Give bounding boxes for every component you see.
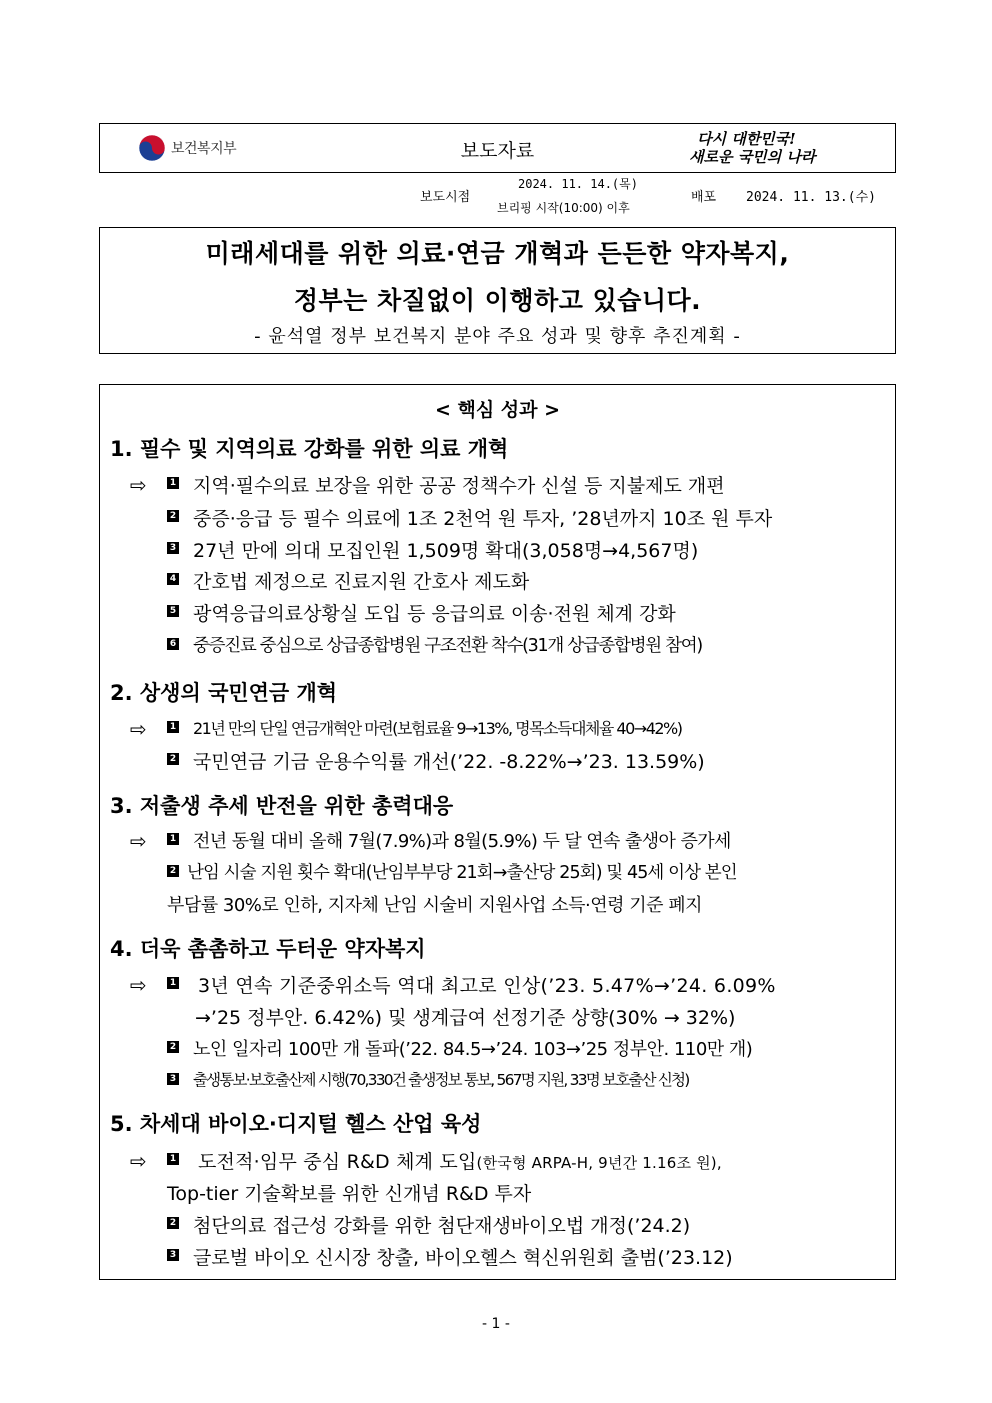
item-text: 노인 일자리 100만 개 돌파(’22. 84.5→’24. 103→’25 정부안. 110만 개) bbox=[193, 1039, 753, 1060]
item-text: 도전적·임무 중심 R&D 체계 도입 bbox=[198, 1151, 477, 1173]
number-badge: 2 bbox=[167, 1041, 179, 1053]
section-title: 5. 차세대 바이오·디지털 헬스 산업 육성 bbox=[110, 1112, 482, 1136]
arrow-icon: ⇨ bbox=[130, 973, 147, 997]
slogan-line1: 다시 대한민국! bbox=[697, 130, 796, 148]
section-title: 3. 저출생 추세 반전을 위한 총력대응 bbox=[110, 794, 454, 818]
slogan-handwriting bbox=[685, 128, 855, 168]
item-text: 지역·필수의료 보장을 위한 공공 정책수가 신설 등 지불제도 개편 bbox=[193, 475, 725, 497]
key-achievements-box bbox=[99, 384, 896, 1280]
item-text: 중증진료 중심으로 상급종합병원 구조전환 착수(31개 상급종합병원 참여) bbox=[193, 636, 702, 656]
ministry-name: 보건복지부 bbox=[171, 141, 237, 157]
item-text: 중증·응급 등 필수 의료에 1조 2천억 원 투자, ’28년까지 10조 원 투자 bbox=[193, 508, 773, 530]
press-release-title: 보도자료 bbox=[460, 140, 535, 162]
distribution-date: 2024. 11. 13.(수) bbox=[746, 190, 876, 205]
subtitle: - 윤석열 정부 보건복지 분야 주요 성과 및 향후 추진계획 - bbox=[254, 326, 741, 347]
number-badge: 1 bbox=[167, 477, 179, 489]
number-badge: 6 bbox=[167, 638, 179, 650]
arrow-icon: ⇨ bbox=[130, 473, 147, 497]
arrow-icon: ⇨ bbox=[130, 717, 147, 741]
number-badge: 4 bbox=[167, 573, 179, 585]
content-heading: < 핵심 성과 > bbox=[434, 399, 561, 421]
section-title: 1. 필수 및 지역의료 강화를 위한 의료 개혁 bbox=[110, 437, 509, 461]
arrow-icon: ⇨ bbox=[130, 829, 147, 853]
release-date: 2024. 11. 14.(목) bbox=[518, 177, 638, 191]
title-box bbox=[99, 227, 896, 354]
section-title: 4. 더욱 촘촘하고 두터운 약자복지 bbox=[110, 937, 426, 961]
item-continuation: →’25 정부안. 6.42%) 및 생계급여 선정기준 상향(30% → 32%) bbox=[195, 1007, 736, 1029]
number-badge: 1 bbox=[167, 1153, 179, 1165]
number-badge: 3 bbox=[167, 1249, 179, 1261]
page-number: - 1 - bbox=[482, 1316, 510, 1332]
item-continuation: 부담률 30%로 인하, 지자체 난임 시술비 지원사업 소득·연령 기준 폐지 bbox=[167, 895, 703, 916]
item-text: 3년 연속 기준중위소득 역대 최고로 인상(’23. 5.47%→’24. 6.09% bbox=[198, 975, 776, 997]
number-badge: 5 bbox=[167, 605, 179, 617]
item-detail: (한국형 ARPA-H, 9년간 1.16조 원), bbox=[476, 1154, 722, 1172]
number-badge: 1 bbox=[167, 833, 179, 845]
headline-line2: 정부는 차질없이 이행하고 있습니다. bbox=[293, 286, 702, 315]
number-badge: 1 bbox=[167, 721, 179, 733]
item-text: 첨단의료 접근성 강화를 위한 첨단재생바이오법 개정(’24.2) bbox=[193, 1215, 691, 1237]
release-label: 보도시점 bbox=[420, 190, 471, 205]
arrow-icon: ⇨ bbox=[130, 1149, 147, 1173]
item-text: 간호법 제정으로 진료지원 간호사 제도화 bbox=[193, 571, 530, 593]
item-text: 27년 만에 의대 모집인원 1,509명 확대(3,058명→4,567명) bbox=[193, 540, 699, 562]
item-text: 글로벌 바이오 신시장 창출, 바이오헬스 혁신위원회 출범(’23.12) bbox=[193, 1247, 733, 1269]
distribution-label: 배포 bbox=[691, 190, 717, 205]
briefing-time: 브리핑 시작(10:00) 이후 bbox=[497, 201, 630, 215]
number-badge: 2 bbox=[167, 865, 179, 877]
item-text: 21년 만의 단일 연금개혁안 마련(보험료율 9→13%, 명목소득대체율 40→42%) bbox=[193, 719, 682, 738]
number-badge: 3 bbox=[167, 1073, 179, 1085]
section-title: 2. 상생의 국민연금 개혁 bbox=[110, 681, 338, 705]
item-text: 난임 시술 지원 횟수 확대(난임부부당 21회→출산당 25회) 및 45세 이상 본인 bbox=[187, 863, 737, 883]
number-badge: 3 bbox=[167, 542, 179, 554]
number-badge: 2 bbox=[167, 1217, 179, 1229]
item-text: 광역응급의료상황실 도입 등 응급의료 이송·전원 체계 강화 bbox=[193, 603, 676, 625]
number-badge: 2 bbox=[167, 753, 179, 765]
item-text: 출생통보·보호출산제 시행(70,330건 출생정보 통보, 567명 지원, 33명 보호출산 신청) bbox=[193, 1071, 689, 1089]
item-text: 국민연금 기금 운용수익률 개선(’22. -8.22%→’23. 13.59%) bbox=[193, 751, 705, 773]
number-badge: 2 bbox=[167, 510, 179, 522]
number-badge: 1 bbox=[167, 977, 179, 989]
item-continuation: Top-tier 기술확보를 위한 신개념 R&D 투자 bbox=[167, 1183, 532, 1205]
headline-line1: 미래세대를 위한 의료·연금 개혁과 든든한 약자복지, bbox=[205, 239, 790, 268]
item-text: 전년 동월 대비 올해 7월(7.9%)과 8월(5.9%) 두 달 연속 출생아 증가세 bbox=[193, 831, 731, 852]
slogan-line2: 새로운 국민의 나라 bbox=[689, 148, 816, 166]
header-box bbox=[99, 123, 896, 173]
